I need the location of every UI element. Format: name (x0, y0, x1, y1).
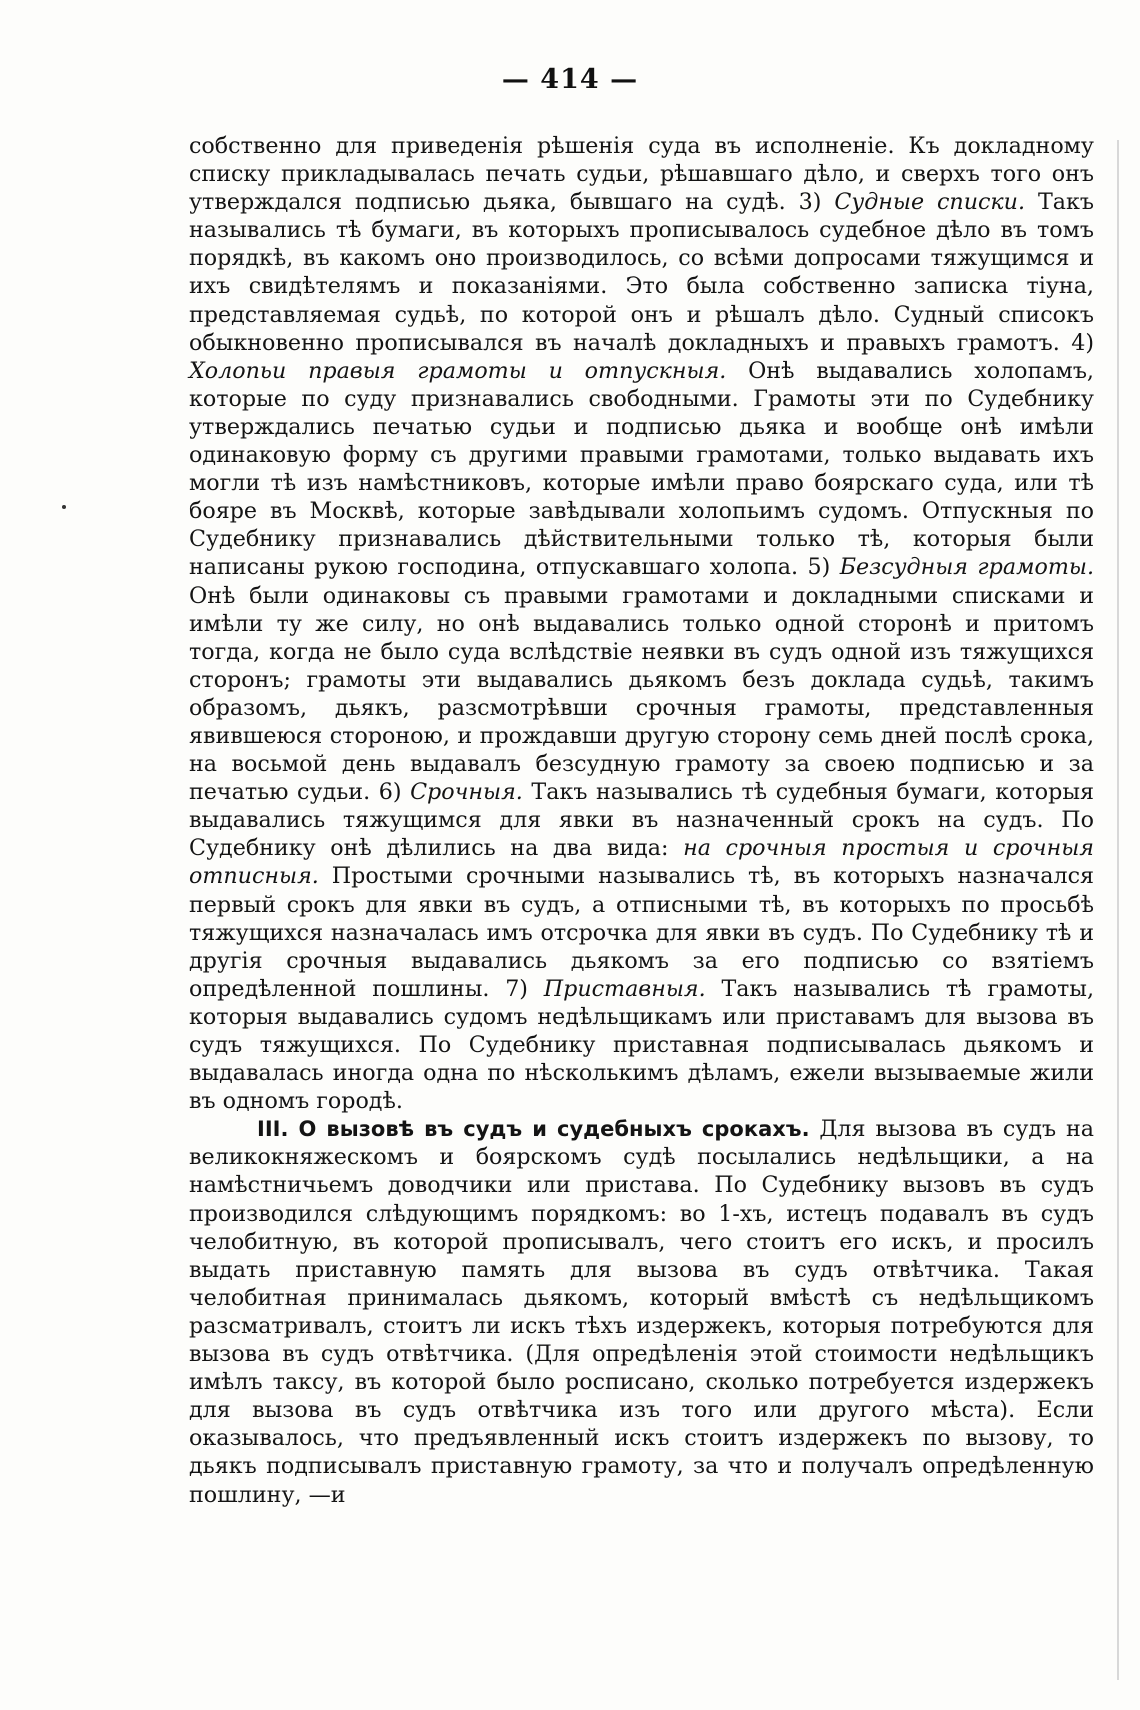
text-run: Простыми срочными назывались тѣ, въ которыхъ назначался первый срокъ для явки въ судъ, а отписными тѣ, въ которыхъ по просьбѣ тяжущихся назначалась имъ отсрочка для явки въ судъ. По Судебнику тѣ и другія срочныя выдавались дьякомъ за его подписью со взятіемъ опредѣленной пошлины. 7) (189, 863, 1094, 1002)
text-run: Для вызова въ судъ на великокняжескомъ и боярскомъ судѣ посылались недѣльщики, а на намѣстничьемъ доводчики или пристава. По Судебнику вызовъ въ судъ производился слѣдующимъ порядкомъ: во 1-хъ, истецъ подавалъ въ судъ челобитную, въ которой прописывалъ, чего стоитъ его искъ, и просилъ выдать приставную память для вызова въ судъ отвѣтчика. Такая челобитная принималась дьякомъ, который вмѣстѣ съ недѣльщикомъ разсматривалъ, стоитъ ли искъ тѣхъ издержекъ, которыя потребуются для вызова въ судъ отвѣтчика. (Для опредѣленія этой стоимости недѣльщикъ имѣлъ таксу, въ которой было росписано, сколько потребуется издержекъ для вызова въ судъ отвѣтчика изъ того или другого мѣста). Если оказывалось, что предъявленный искъ стоитъ издержекъ по вызову, то дьякъ подписывалъ приставную грамоту, за что и получалъ опредѣленную пошлину, —и (189, 1116, 1094, 1508)
page-edge-line (1117, 140, 1119, 1680)
page-number: — 414 — (501, 64, 639, 95)
italic-term-kholopi-gramoty: Холопьи правыя грамоты и отпускныя. (189, 357, 727, 384)
italic-term-pristavnye: Приставныя. (543, 975, 706, 1002)
italic-term-bezsudnye-gramoty: Безсудныя грамоты. (839, 554, 1094, 581)
body-text (189, 132, 1094, 1509)
text-run: Онѣ выдавались холопамъ, которые по суду признавались свободными. Грамоты эти по Судебнику утверждались печатью судьи и подписью дьяка и вообще онѣ имѣли одинаковую форму съ другими правыми грамотами, только выдавать ихъ могли тѣ изъ намѣстниковъ, которые имѣли право боярскаго суда, или тѣ бояре въ Москвѣ, которые завѣдывали холопьимъ судомъ. Отпускныя по Судебнику признавались дѣйствительными только тѣ, которыя были написаны рукою господина, отпускавшаго холопа. 5) (189, 357, 1094, 581)
text-run: Такъ назывались тѣ судебныя бумаги, которыя выдавались тяжущимся для явки въ назначенный срокъ на судъ. По Судебнику онѣ дѣлились на два вида: (189, 779, 1095, 862)
text-run: Такъ назывались тѣ грамоты, которыя выдавались судомъ недѣльщикамъ или приставамъ для вызова въ судъ тяжущихся. По Судебнику приставная подписывалась дьякомъ и выдавалась иногда одна по нѣсколькимъ дѣламъ, ежели вызываемые жили въ одномъ городѣ. (189, 975, 1095, 1115)
text-run: Онѣ были одинаковы съ правыми грамотами и докладными списками и имѣли ту же силу, но онѣ выдавались только одной сторонѣ и притомъ тогда, когда не было суда вслѣдствіе неявки въ судъ одной изъ тяжущихся сторонъ; грамоты эти выдавались дьякомъ безъ доклада судьѣ, такимъ образомъ, дьякъ, разсмотрѣвши срочныя грамоты, представленныя явившеюся стороною, и прождавши другую сторону семь дней послѣ срока, на восьмой день выдавалъ безсудную грамоту за своею подписью и за печатью судьи. 6) (189, 582, 1094, 806)
text-run: собственно для приведенія рѣшенія суда въ исполненіе. Къ докладному списку прикладывалась печать судьи, рѣшавшаго дѣло, и сверхъ того онъ утверждался подписью дьяка, бывшаго на судѣ. 3) (189, 133, 1094, 216)
text-run: Такъ назывались тѣ бумаги, въ которыхъ прописывалось судебное дѣло въ томъ порядкѣ, въ какомъ оно производилось, со всѣми допросами тяжущимся и ихъ свидѣтелямъ и показаніями. Это была собственно записка тіуна, представляемая судьѣ, по которой онъ и рѣшалъ дѣло. Судный списокъ обыкновенно прописывался въ началѣ докладныхъ и правыхъ грамотъ. 4) (189, 189, 1094, 356)
section-heading: III. О вызовѣ въ судъ и судебныхъ срокахъ. (257, 1117, 810, 1142)
italic-term-sudnye-spiski: Судные списки. (834, 189, 1026, 216)
italic-term-srochnye-vidy: на срочныя простыя и срочныя отписныя. (189, 835, 1094, 890)
paragraph-types-of-documents (189, 132, 1094, 1115)
paragraph-section-iii (189, 1115, 1094, 1508)
scan-speck (62, 505, 66, 509)
italic-term-srochnye: Срочныя. (410, 779, 523, 806)
